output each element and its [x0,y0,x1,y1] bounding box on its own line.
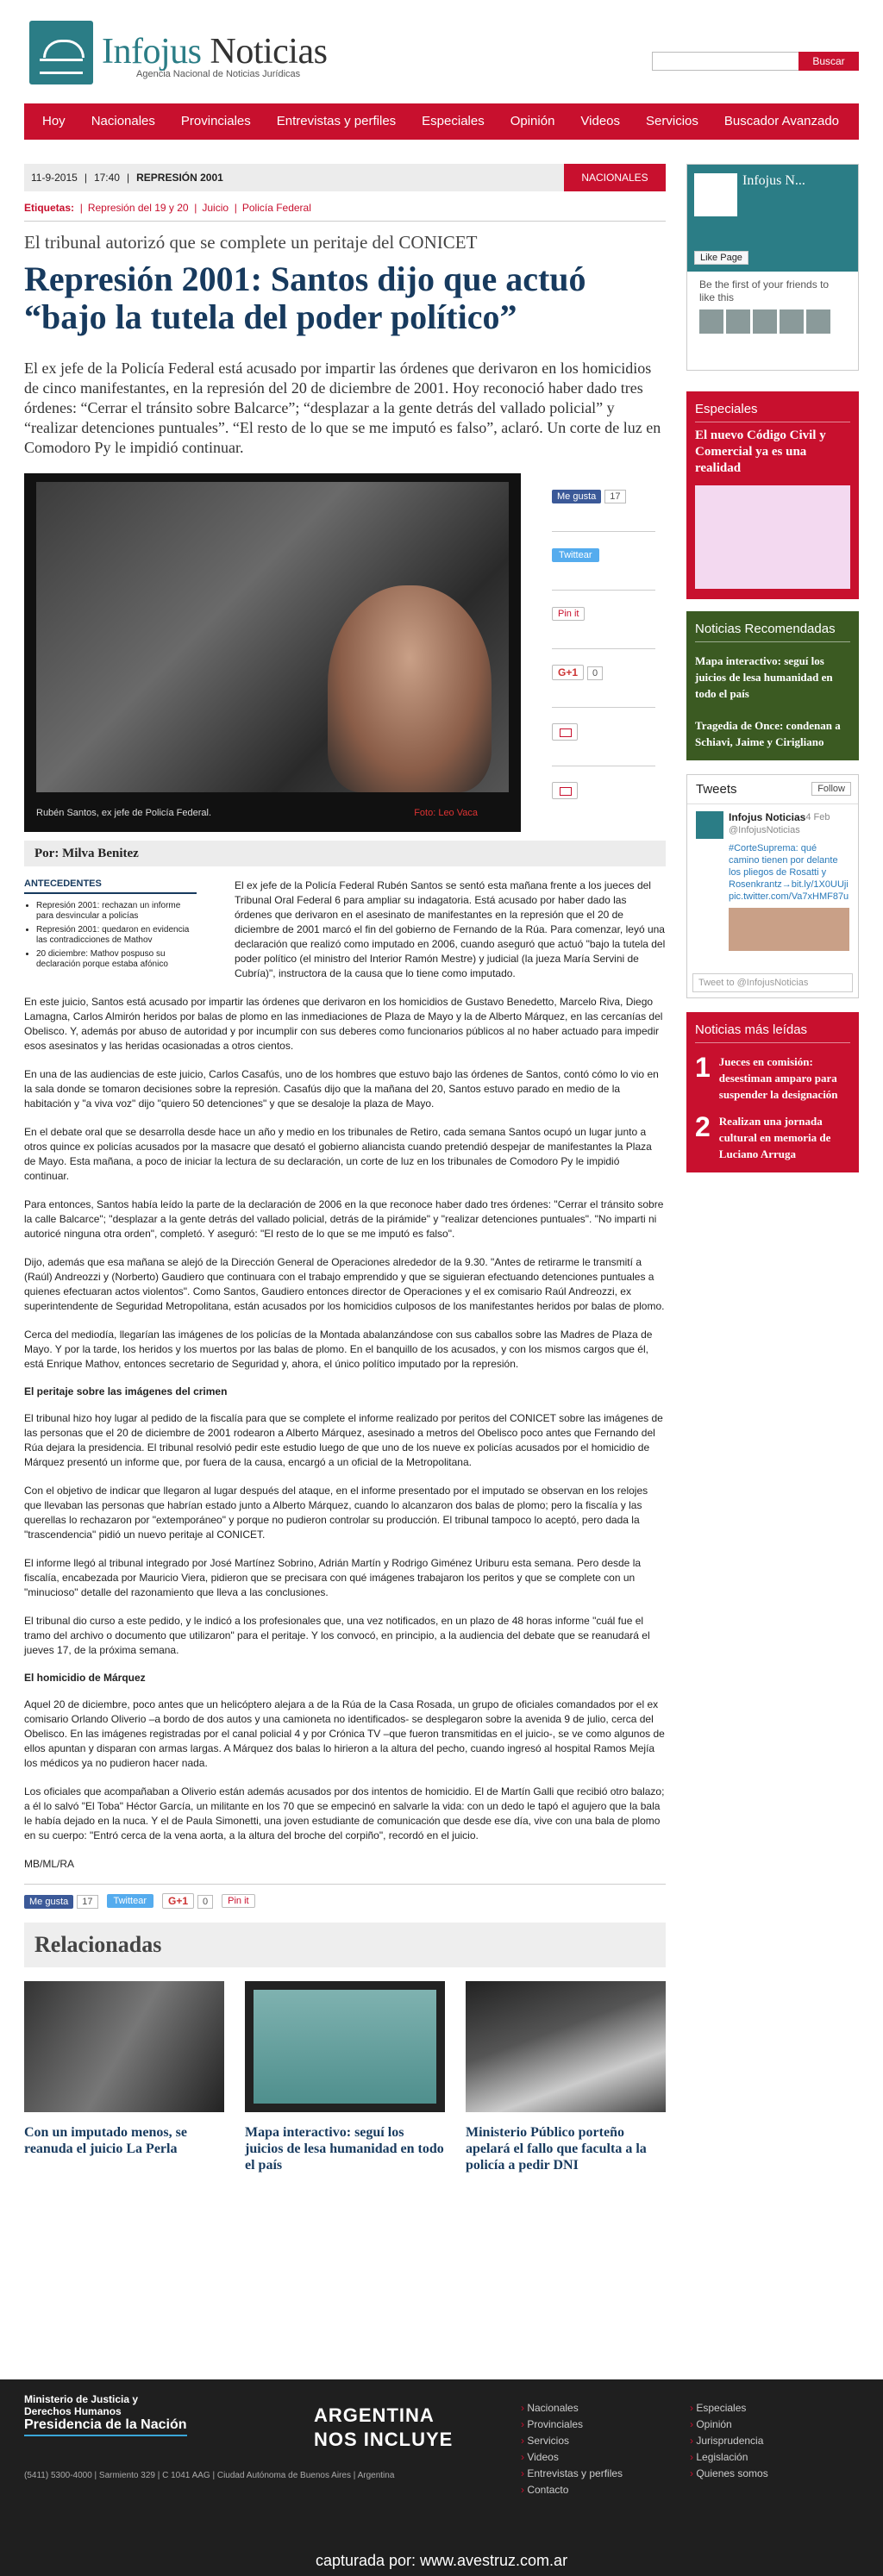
especiales-image[interactable] [695,485,850,589]
main-nav [24,103,859,140]
paragraph: Dijo, además que esa mañana se alejó de la Dirección General de Operaciones alrededor de la 9.30. "Antes de retirarme le transmití a (Raúl) Andreozzi y (Norberto) Gaudiero que continuara con el trabajo emprendido y que se siguieran efectuando detenciones puntuales a quienes efectuaran actos violentos". Como Santos, Gaudiero entonces director de Operaciones y el ex comisario Raúl Andreozzi, ex superintendente de Seguridad Metropolitana, están acusados por los homicidios culposos de los manifestantes heridos por balas de plomo. [24,1256,665,1312]
paragraph: El informe llegó al tribunal integrado por José Martínez Sobrino, Adrián Martín y Rodrigo Giménez Uriburu esta semana. Pero desde la fiscalía, encabezada por Mauricio Viera, pidieron que se precisara con qué imágenes trabajaron los peritos y que se complete con un "minucioso" detalle del razonamiento que lleva a las conclusiones. [24,1557,642,1598]
presidency-label: Presidencia de la Nación [24,2417,187,2436]
related-item[interactable]: Con un imputado menos, se reanuda el juicio La Perla [24,1981,224,2173]
search-input[interactable] [652,52,807,71]
footer-link[interactable]: › Servicios [521,2433,623,2449]
nav-videos[interactable]: Videos [580,114,621,128]
related-image[interactable] [466,1981,666,2112]
tag-link[interactable]: Represión del 19 y 20 [87,202,189,214]
tag-link[interactable]: Policía Federal [241,202,311,214]
photo-caption: Rubén Santos, ex jefe de Policía Federal. [36,808,212,818]
pinterest-button[interactable]: Pin it [552,607,585,621]
recommended-link[interactable]: Mapa interactivo: seguí los juicios de lesa humanidad en todo el país [695,654,833,700]
tweet-text[interactable]: #CorteSuprema: qué camino tienen por delante los pliegos de Rosatti y Rosenkrantz→bit.ly/1X0UUji pic.twitter.com/Va7xHMF87u [729,843,849,902]
tweet-avatar[interactable] [696,811,723,839]
like-count: 17 [604,490,625,503]
facebook-like-button[interactable]: Me gusta [552,490,601,503]
facebook-widget: Infojus N... Like Page Be the first of your friends to like this [686,164,859,371]
article-time: 17:40 [93,172,120,184]
footer-link[interactable]: › Videos [521,2449,623,2466]
article-intro: El ex jefe de la Policía Federal Rubén Santos se sentó esta mañana frente a los jueces del Tribunal Oral Federal 6 para ampliar su indagatoria. Está acusado por haber dado las órdenes que derivaron en el asesinato de manifestantes en la represión que el 20 de diciembre de 2001 marcó el fin del gobierno de Fernando de la Rúa. Para comenzar, leyó una declaración que realizó como imputado en 2006, cuando aseguró que actuó "bajo la tutela del poder político (el ministro del Interior Ramón Mestre) y judicial (la jueza María Servini de Cubría)", instructora de la causa que lo tiene como imputado. [235,879,666,979]
article-lead: El ex jefe de la Policía Federal está acusado por impartir las órdenes que derivaron en los homicidios de cinco manifestantes, en la represión del 20 de diciembre de 2001. Hoy reconoció haber dado tres órdenes: “Cerrar el tránsito sobre Balcarce”; “desplazar a la gente detrás del vallado policial” y “realizar detenciones puntuales”. “El resto de lo que se me imputó es falso”, aclaró. Un corte de luz en Comodoro Py le impidió continuar. [24,360,661,456]
google-plus-button[interactable]: G+1 [552,665,584,680]
twitter-share-button[interactable]: Twittear [107,1894,154,1908]
article-photo [24,473,521,832]
related-item[interactable]: Mapa interactivo: seguí los juicios de lesa humanidad en todo el país [245,1981,445,2173]
nav-entrevistas[interactable]: Entrevistas y perfiles [276,114,397,128]
article-sign: MB/ML/RA [24,1858,75,1870]
especiales-box: Especiales El nuevo Código Civil y Comercial ya es una realidad [686,391,859,599]
paragraph: Cerca del mediodía, llegarían las imágenes de los policías de la Montada abalanzándose con sus caballos sobre las Madres de Plaza de Mayo. Y por la tarde, los heridos y los muertos por las balas de plomo. En el banquillo de los acusados, y con los mismos cargos que él, está Enrique Mathov, entonces secretario de Seguridad y, ahora, el único político imputado por la represión. [24,1329,653,1370]
author-bar: Por: Milva Benitez [24,841,666,866]
paragraph: Con el objetivo de indicar que llegaron al lugar después del ataque, en el informe presentado por el imputado se observan en los relojes que llevaban las personas que habrían estado junto a Alberto Márquez, cuando lo alcanzaron dos balas de plomo; pero la fiscalía y las querellas lo rechazaron por "extemporáneo" y porque no pudieron controlar su producción. El tribunal tampoco lo aceptó, pero dada la "trascendencia" pidió un nuevo peritaje al CONICET. [24,1485,648,1541]
plus-count: 0 [587,666,603,680]
article-pretitle: El tribunal autorizó que se complete un peritaje del CONICET [24,232,478,253]
article-date: 11-9-2015 [31,172,78,184]
recommended-link[interactable]: Tragedia de Once: condenan a Schiavi, Jaime y Cirigliano [695,719,841,748]
antecedente-link[interactable]: Represión 2001: rechazan un informe para desvincular a policías [36,901,181,921]
section-tag[interactable]: NACIONALES [564,164,666,191]
footer-links-2 [690,2400,768,2482]
antecedente-link[interactable]: 20 diciembre: Mathov pospuso su declaración porque estaba afónico [36,949,168,969]
article-title: Represión 2001: Santos dijo que actuó “bajo la tutela del poder político” [24,259,586,336]
brand-title[interactable]: Infojus Noticias [102,32,328,72]
nav-servicios[interactable]: Servicios [646,114,698,128]
recommended-box: Noticias Recomendadas Mapa interactivo: seguí los juicios de lesa humanidad en todo el país Tragedia de Once: condenan a Schiavi, Jaime y Cirigliano [686,611,859,760]
page-avatar[interactable] [694,173,737,216]
tweet-image[interactable] [729,908,849,951]
nav-provinciales[interactable]: Provinciales [180,114,251,128]
tags-line: Etiquetas: | Represión del 19 y 20 | Juicio | Policía Federal [24,202,311,214]
nav-nacionales[interactable]: Nacionales [91,114,155,128]
date-bar: 11-9-2015 | 17:40 | REPRESIÓN 2001 NACIONALES [24,164,666,191]
portrait-image [328,585,492,792]
related-item[interactable]: Ministerio Público porteño apelará el fallo que faculta a la policía a pedir DNI [466,1981,666,2173]
footer-link[interactable]: › Nacionales [521,2400,623,2417]
paragraph: El tribunal dio curso a este pedido, y le indicó a los profesionales que, una vez notificados, en un plazo de 48 horas informe "cuál fue el tramo del archivo o documento que utilizaron" para el peritaje. Y los convocó, en principio, a la audiencia del debate que se reanudará el jueves 17, de la próxima semana. [24,1615,650,1656]
footer-address: (5411) 5300-4000 | Sarmiento 329 | C 1041 AAG | Ciudad Autónoma de Buenos Aires | Argentina [24,2471,395,2480]
bottom-share-bar: Me gusta 17 Twittear G+1 0 Pin it [24,1884,666,1909]
footer-link[interactable]: › Quienes somos [690,2466,768,2482]
article-topic: REPRESIÓN 2001 [136,172,223,184]
paragraph: Aquel 20 de diciembre, poco antes que un helicóptero alejara a de la Rúa de la Casa Rosada, un grupo de oficiales comandados por el ex comisario Orlando Oliverio –a bordo de dos autos y una camioneta no identificados- se desplegaron sobre la avenida 9 de julio, cerca del Obelisco. En las imágenes registradas por el canal policial 4 y por Crónica TV –que fueron transmitidas en el juicio-, se ve como algunos de ellos apuntan y disparan con armas largas. A Márquez dos balas lo hirieron a la altura del pecho, cuando ingresó al hospital Ramos Mejía los médicos ya no pudieron hacer nada. [24,1698,665,1769]
google-plus-button[interactable]: G+1 [162,1893,194,1909]
facebook-like-button[interactable]: Me gusta [24,1895,73,1909]
capture-credit: capturada por: www.avestruz.com.ar [315,2552,568,2569]
footer-link[interactable]: › Especiales [690,2400,768,2417]
subheading: El homicidio de Márquez [24,1672,146,1684]
infojus-logo-icon[interactable] [29,21,93,84]
tag-link[interactable]: Juicio [202,202,229,214]
footer-link[interactable]: › Opinión [690,2417,768,2433]
nav-hoy[interactable]: Hoy [42,114,66,128]
footer-link[interactable]: › Legislación [690,2449,768,2466]
related-image[interactable] [245,1981,445,2112]
pinterest-button[interactable]: Pin it [222,1894,254,1908]
share-column [552,473,655,825]
subheading: El peritaje sobre las imágenes del crimen [24,1385,228,1397]
twitter-follow-button[interactable]: Follow [811,782,851,796]
nav-especiales[interactable]: Especiales [422,114,485,128]
twitter-share-button[interactable]: Twittear [552,548,599,562]
footer-link[interactable]: › Provinciales [521,2417,623,2433]
antecedentes-box: ANTECEDENTES • Represión 2001: rechazan un informe para desvincular a policías • Represión 2001: quedaron en evidencia las contradicciones de Mathov • 20 diciembre: Mathov pospuso su declaración porque estaba afónico [24,878,197,973]
search-button[interactable]: Buscar [798,52,859,71]
sidebar [686,164,859,1172]
footer-link[interactable]: › Entrevistas y perfiles [521,2466,623,2482]
most-read-item[interactable]: 1 Jueces en comisión: desestiman amparo para suspender la designación [695,1052,838,1101]
antecedente-link[interactable]: Represión 2001: quedaron en evidencia las contradicciones de Mathov [36,925,190,945]
footer [0,2379,883,2576]
photo-credit: Foto: Leo Vaca [414,808,478,818]
header [24,0,859,102]
especiales-headline[interactable]: El nuevo Código Civil y Comercial ya es una realidad [695,428,826,475]
paragraph: En este juicio, Santos está acusado por impartir las órdenes que derivaron en los homicidios de Gustavo Benedetto, Marcelo Riva, Diego Lamagna, Carlos Almirón heridos por balas de plomo en las inmediaciones de Plaza de Mayo y la de Alberto Márquez, en las cercanías del Obelisco. Y, además por abuso de autoridad y por incumplir con sus deberes como funcionarios públicos al no haber actuado para impedir esos asesinatos y las heridas ocasionadas a otros cientos. [24,996,663,1052]
paragraph: En el debate oral que se desarrolla desde hace un año y medio en los tribunales de Retiro, cada semana Santos ocupó un lugar junto a otros quince ex policías acusados por la masacre que desató el gobierno aliancista cuando pretendió despejar de manifestantes la Plaza de Mayo. Esta mañana, a poco de iniciar la lectura de su declaración, un corte de luz en los tribunales de Comodoro Py le impidió continuar. [24,1126,652,1182]
related-heading: Relacionadas [24,1923,666,1967]
nav-buscador[interactable]: Buscador Avanzado [723,114,840,128]
paragraph: En una de las audiencias de este juicio, Carlos Casafús, uno de los hombres que estuvo bajo las órdenes de Santos, contó cómo lo vio en la sala donde se tomaron decisiones sobre la represión. Casafús dijo que la mañana del 20, Santos estuvo parado en medio de la habitación y "a viva voz" dijo "quiero 50 detenciones" y que se desaloje la plaza de Mayo. [24,1068,659,1110]
print-icon[interactable] [552,723,578,741]
argentina-logo: ARGENTINA NOS INCLUYE [314,2404,454,2450]
facebook-like-page-button[interactable]: Like Page [694,251,748,265]
footer-links-1 [521,2400,623,2498]
nav-opinion[interactable]: Opinión [510,114,555,128]
footer-link[interactable]: › Contacto [521,2482,623,2498]
tweet-to-input[interactable]: Tweet to @InfojusNoticias [692,973,853,992]
related-image[interactable] [24,1981,224,2112]
twitter-widget: Tweets Follow Infojus Noticias 4 Feb @InfojusNoticias #CorteSuprema: qué camino tienen por delante los pliegos de Rosatti y Rosenkrantz→bit.ly/1X0UUji pic.twitter.com/Va7xHMF87u Tweet to @InfojusNoticias [686,774,859,998]
paragraph: Para entonces, Santos había leído la parte de la declaración de 2006 en la que reconoce haber dado tres órdenes: "Cerrar el tránsito sobre la calle Balcarce"; "desplazar a la gente detrás del vallado policial, detrás de la pirámide" y "realizar detenciones puntuales". "No imparti ni autoricé ninguna otra orden", completó. Y aseguró: "El resto de lo que se me imputó es falso". [24,1198,664,1240]
paragraph: Los oficiales que acompañaban a Oliverio están además acusados por dos intentos de homicidio. El de Martín Galli que recibió otro balazo; a él lo salvó "El Toba" Héctor García, un militante en los 70 que se empecinó en salvarle la vida: con un dedo le tapó el agujero que la bala le había dejado en la nuca. Y el de Paula Simonetti, una joven estudiante de comunicación que desde ese día, vive con una bala de plomo en su cuerpo: "Entró cerca de la vena aorta, a la altura del broche del corpiño", recordó en el juicio. [24,1785,665,1841]
most-read-box: Noticias más leídas 1 Jueces en comisión: desestiman amparo para suspender la designación 2 Realizan una jornada cultural en memoria de Luciano Arruga [686,1012,859,1172]
article-column [24,164,666,2173]
footer-link[interactable]: › Jurisprudencia [690,2433,768,2449]
related-grid [24,1981,666,2173]
email-icon[interactable] [552,782,578,799]
most-read-item[interactable]: 2 Realizan una jornada cultural en memoria de Luciano Arruga [695,1111,831,1160]
brand-subtitle: Agencia Nacional de Noticias Jurídicas [136,69,301,79]
paragraph: El tribunal hizo hoy lugar al pedido de la fiscalía para que se complete el informe realizado por peritos del CONICET sobre las imágenes de las personas que el 20 de diciembre de 2001 rodearon a Alberto Márquez, asesinado a metros del Obelisco poco antes que Fernando del Rúa dejara la presidencia. El tribunal resolvió pedir este estudio luego de que uno de los nueve ex policías acusados por el homicidio de Márquez presentó un informe que, por fuera de la causa, encargó a un oficial de la Metropolitana. [24,1412,663,1468]
ministry-label: Ministerio de Justicia y Derechos Humanos [24,2393,139,2417]
